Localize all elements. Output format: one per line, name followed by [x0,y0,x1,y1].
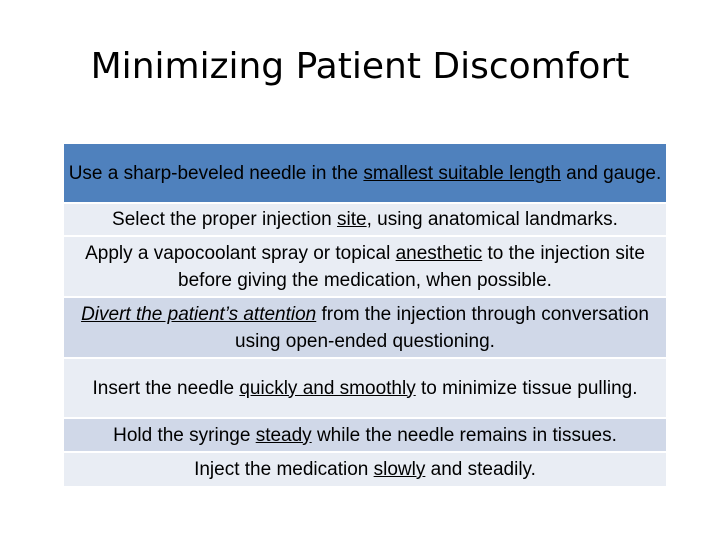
row-text-plain: Apply a vapocoolant spray or topical [85,242,396,264]
row-text-plain: and gauge. [560,162,662,184]
row-text-plain: to the injection site before giving the medication, when possible. [178,242,645,291]
guidelines-table [64,144,666,486]
row-text [93,375,638,402]
row-text-plain: Select the proper injection [112,209,338,230]
row-text [69,160,662,187]
row-text-plain: to minimize tissue pulling. [415,377,638,399]
row-text-emphasis: anesthetic [395,242,483,264]
table-row [64,359,666,419]
row-text-plain: Insert the needle [92,377,240,399]
row-text-plain: Use a sharp-beveled needle in the [68,162,364,184]
table-row [64,298,666,359]
slide-title: Minimizing Patient Discomfort [90,46,630,87]
row-text [113,422,617,449]
table-row [64,144,666,204]
row-text [68,301,662,355]
row-text-emphasis: site [337,209,367,230]
row-text-emphasis: Divert the patient’s attention [81,303,317,325]
row-text-plain: Inject the medication [194,459,374,480]
row-text-plain: Hold the syringe [113,424,256,446]
row-text [194,456,536,483]
row-text [68,240,662,294]
row-text-emphasis: steady [255,424,312,446]
table-row [64,237,666,298]
row-text-emphasis: quickly and smoothly [239,377,416,399]
row-text-plain: while the needle remains in tissues. [311,424,617,446]
row-text-plain: and steadily. [425,459,536,480]
row-text-plain: , using anatomical landmarks. [366,209,618,230]
row-text-emphasis: smallest suitable length [363,162,561,184]
row-text-plain: from the injection through conversation using open-ended questioning. [235,303,649,352]
table-row [64,204,666,237]
row-text-emphasis: slowly [373,459,426,480]
row-text [112,206,618,233]
table-row [64,419,666,453]
table-row [64,453,666,486]
